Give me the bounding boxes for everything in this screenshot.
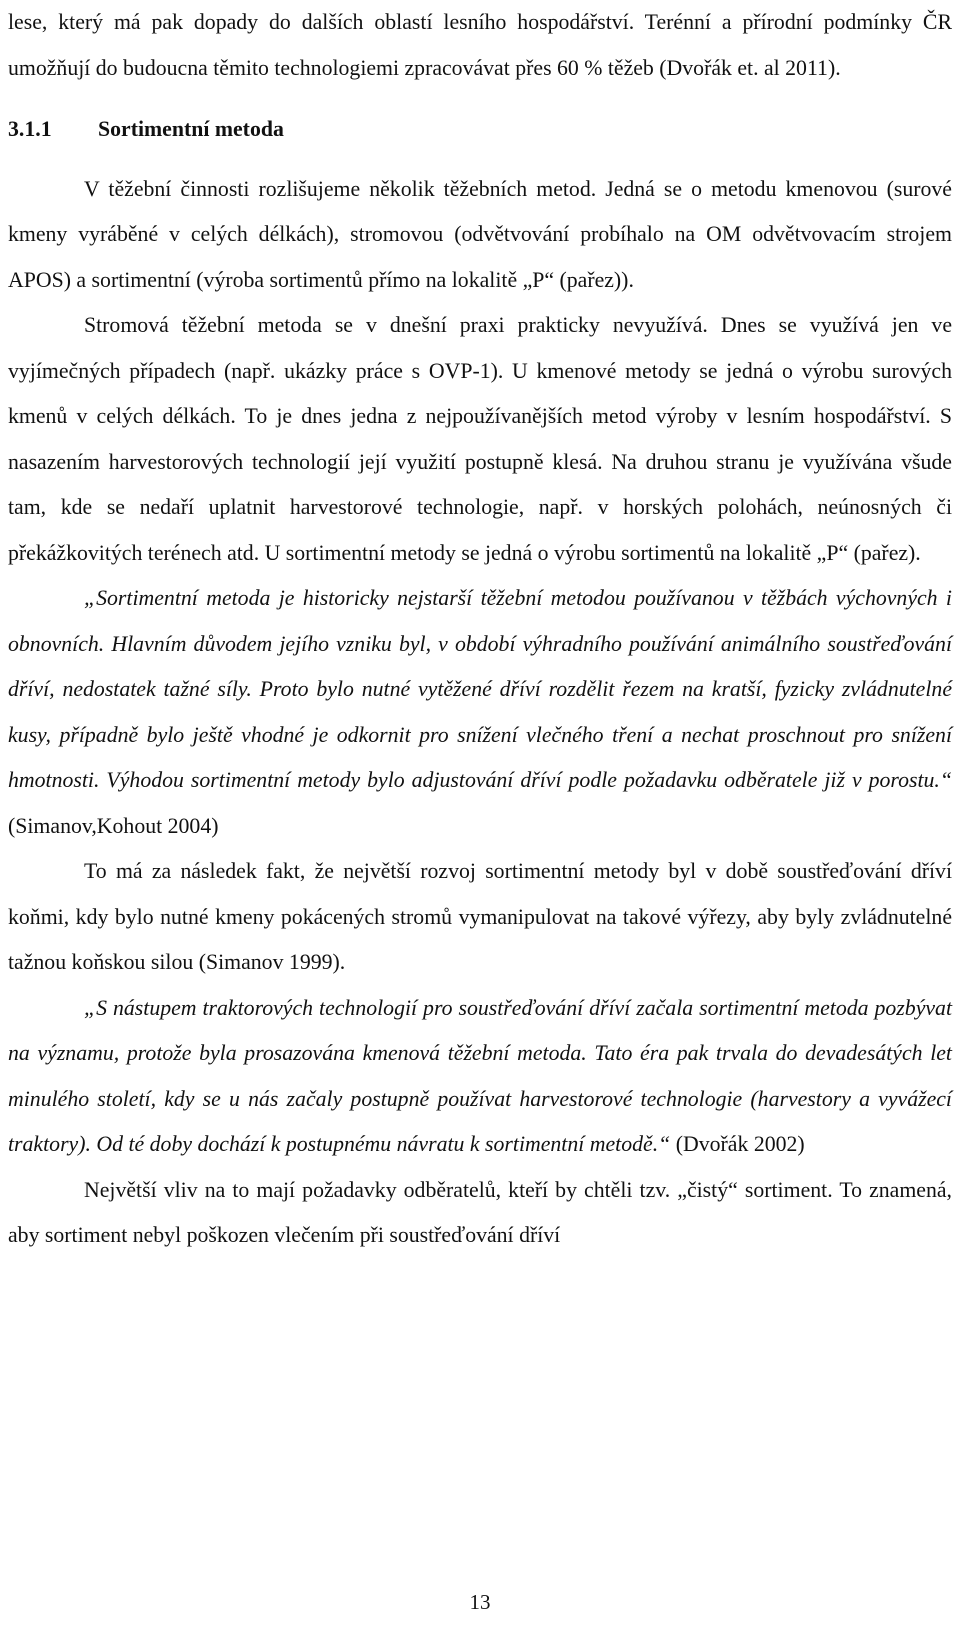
paragraph-continued: lese, který má pak dopady do dalších oblastí lesního hospodářství. Terénní a přírodní podmínky ČR umožňují do budoucna těmito technologiemi zpracovávat přes 60 % těžeb (Dvořák et. al 2011). xyxy=(8,10,952,80)
citation: (Dvořák 2002) xyxy=(670,1132,805,1156)
section-heading xyxy=(8,107,952,153)
citation: (Simanov,Kohout 2004) xyxy=(8,813,219,838)
quote-text: „Sortimentní metoda je historicky nejstarší těžební metodou používanou v těžbách výchovných i obnovních. Hlavním důvodem jejího vzniku byl, v období výhradního používání animálního soustřeďování dříví, nedostatek tažné síly. Proto bylo nutné vytěžené dříví rozdělit řezem na kratší, fyzicky zvládnutelné kusy, případně bylo ještě vhodné je odkornit pro snížení vlečného tření a nechat proschnout pro snížení hmotnosti. Výhodou sortimentní metody bylo adjustování dříví podle požadavku odběratele již v porostu.“ xyxy=(8,586,952,792)
section-number: 3.1.1 xyxy=(8,117,52,141)
paragraph-methods: V těžební činnosti rozlišujeme několik těžebních metod. Jedná se o metodu kmenovou (surové kmeny vyráběné v celých délkách), stromovou (odvětvování probíhalo na OM odvětvovacím strojem APOS) a sortimentní (výroba sortimentů přímo na lokalitě „P“ (pařez)). xyxy=(8,176,952,292)
page-number: 13 xyxy=(469,1590,491,1614)
paragraph-buyer-requirements: Největší vliv na to mají požadavky odběratelů, kteří by chtěli tzv. „čistý“ sortiment. To znamená, aby sortiment nebyl poškozen vlečením při soustřeďování dříví xyxy=(8,1177,952,1247)
paragraph-quote-dvorak xyxy=(8,986,952,1168)
paragraph-tree-method: Stromová těžební metoda se v dnešní praxi prakticky nevyužívá. Dnes se využívá jen ve vyjímečných případech (např. ukázky práce s OVP-1). U kmenové metody se jedná o výrobu surových kmenů v celých délkách. To je dnes jedna z nejpoužívanějších metod výroby v lesním hospodářství. S nasazením harvestorových technologií její využití postupně klesá. Na druhou stranu je využívána všude tam, kde se nedaří uplatnit harvestorové technologie, např. v horských polohách, neúnosných či překážkovitých terénech atd. U sortimentní metody se jedná o výrobu sortimentů na lokalitě „P“ (pařez). xyxy=(8,313,952,565)
paragraph-horse-logging: To má za následek fakt, že největší rozvoj sortimentní metody byl v době soustřeďování dříví koňmi, kdy bylo nutné kmeny pokácených stromů vymanipulovat na takové výřezy, aby byly zvládnutelné tažnou koňskou silou (Simanov 1999). xyxy=(8,859,952,974)
quote-text: „S nástupem traktorových technologií pro soustřeďování dříví začala sortimentní metoda pozbývat na významu, protože byla prosazována kmenová těžební metoda. Tato éra pak trvala do devadesátých let minulého století, kdy se u nás začaly postupně používat harvestorové technologie (harvestory a vyvážecí traktory). Od té doby dochází k postupnému návratu k sortimentní metodě.“ xyxy=(8,995,952,1156)
paragraph-quote-simanov xyxy=(8,576,952,849)
document-page xyxy=(8,0,952,1259)
section-title: Sortimentní metoda xyxy=(98,117,284,141)
